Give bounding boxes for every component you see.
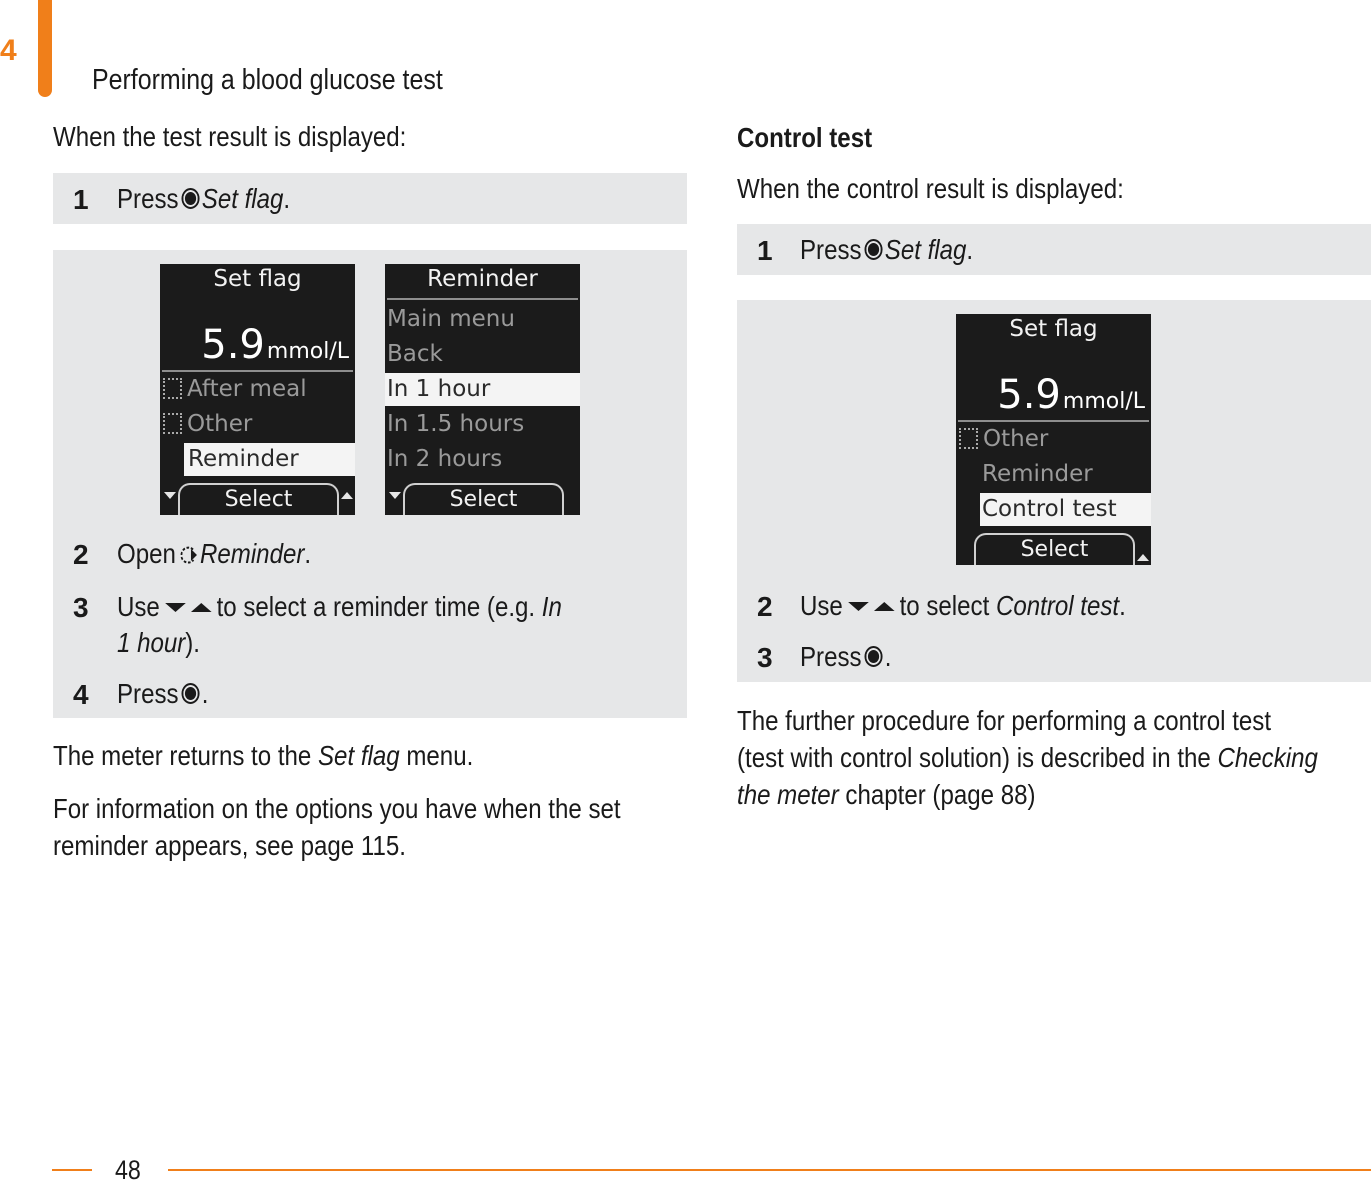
right-step1-text: Press Set flag. [800, 234, 974, 265]
right-paragraph-line3: the meter chapter (page 88) [737, 779, 1036, 810]
select-softkey: Select [403, 483, 564, 515]
up-arrow-icon [341, 492, 353, 499]
right-intro: When the control result is displayed: [737, 173, 1124, 204]
chapter-tab-bar [38, 0, 52, 97]
left-step1-text: Press Set flag. [117, 183, 291, 214]
screen-title: Set flag [1009, 316, 1098, 342]
left-step3-number: 3 [73, 592, 89, 623]
meter-screen-set-flag [160, 264, 355, 515]
page-number: 48 [115, 1155, 141, 1185]
left-paragraph-2-line2: reminder appears, see page 115. [53, 830, 406, 861]
meter-screen-reminder [385, 264, 580, 515]
ok-button-icon [864, 646, 882, 667]
screen-item-reminder: Reminder [982, 461, 1093, 487]
right-step1-number: 1 [757, 235, 773, 266]
screen-separator [387, 298, 578, 300]
meter-screen-control-set-flag [956, 314, 1151, 565]
left-step4-text: Press . [117, 678, 209, 709]
ok-button-icon [181, 683, 199, 704]
screen-item-in-2-hours: In 2 hours [387, 446, 503, 472]
right-step3-text: Press . [800, 641, 892, 672]
screen-item-back: Back [387, 341, 443, 367]
screen-item-in-1-hour: In 1 hour [385, 373, 580, 406]
left-step3-text-cont: 1 hour). [117, 627, 201, 658]
checkbox-icon [163, 413, 182, 434]
running-header: Performing a blood glucose test [92, 64, 443, 96]
left-step4-number: 4 [73, 679, 89, 710]
footer-rule-left [52, 1169, 92, 1171]
right-paragraph-line2: (test with control solution) is described in the Checking [737, 742, 1318, 773]
screen-item-after-meal: After meal [160, 373, 307, 406]
screen-item-other: Other [956, 423, 1048, 456]
up-down-arrows-icon [846, 599, 896, 613]
glucose-value: 5.9mmol/L [997, 372, 1145, 418]
checkbox-icon [163, 378, 182, 399]
left-step1-number: 1 [73, 184, 89, 215]
right-step2-text: Use to select Control test. [800, 590, 1126, 621]
right-step2-number: 2 [757, 591, 773, 622]
select-softkey: Select [178, 483, 339, 515]
screen-item-in-1-5-hours: In 1.5 hours [387, 411, 525, 437]
left-paragraph-1: The meter returns to the Set flag menu. [53, 740, 474, 771]
left-step2-number: 2 [73, 539, 89, 570]
left-paragraph-2-line1: For information on the options you have when the set [53, 793, 621, 824]
control-test-heading: Control test [737, 122, 873, 153]
up-down-arrows-icon [163, 600, 213, 614]
ok-button-icon [181, 188, 199, 209]
left-intro: When the test result is displayed: [53, 121, 407, 152]
footer-rule-right [168, 1169, 1371, 1171]
screen-title: Set flag [213, 266, 302, 292]
up-arrow-icon [1137, 554, 1149, 561]
screen-separator [958, 420, 1149, 422]
ok-button-icon [864, 239, 882, 260]
checkbox-icon [959, 428, 978, 449]
left-step3-text: Use to select a reminder time (e.g. In [117, 591, 562, 622]
open-arrow-icon [179, 545, 198, 565]
chapter-number: 4 [0, 34, 17, 67]
right-paragraph-line1: The further procedure for performing a control test [737, 705, 1272, 736]
screen-item-other: Other [160, 408, 252, 441]
right-step3-number: 3 [757, 642, 773, 673]
left-step2-text: Open Reminder. [117, 538, 312, 569]
select-softkey: Select [974, 533, 1135, 565]
down-arrow-icon [389, 492, 401, 499]
down-arrow-icon [164, 492, 176, 499]
glucose-value: 5.9mmol/L [201, 322, 349, 368]
screen-item-control-test: Control test [980, 493, 1151, 526]
screen-separator [162, 370, 353, 372]
screen-title: Reminder [427, 266, 538, 292]
screen-item-reminder: Reminder [184, 443, 355, 476]
screen-item-main-menu: Main menu [387, 306, 515, 332]
